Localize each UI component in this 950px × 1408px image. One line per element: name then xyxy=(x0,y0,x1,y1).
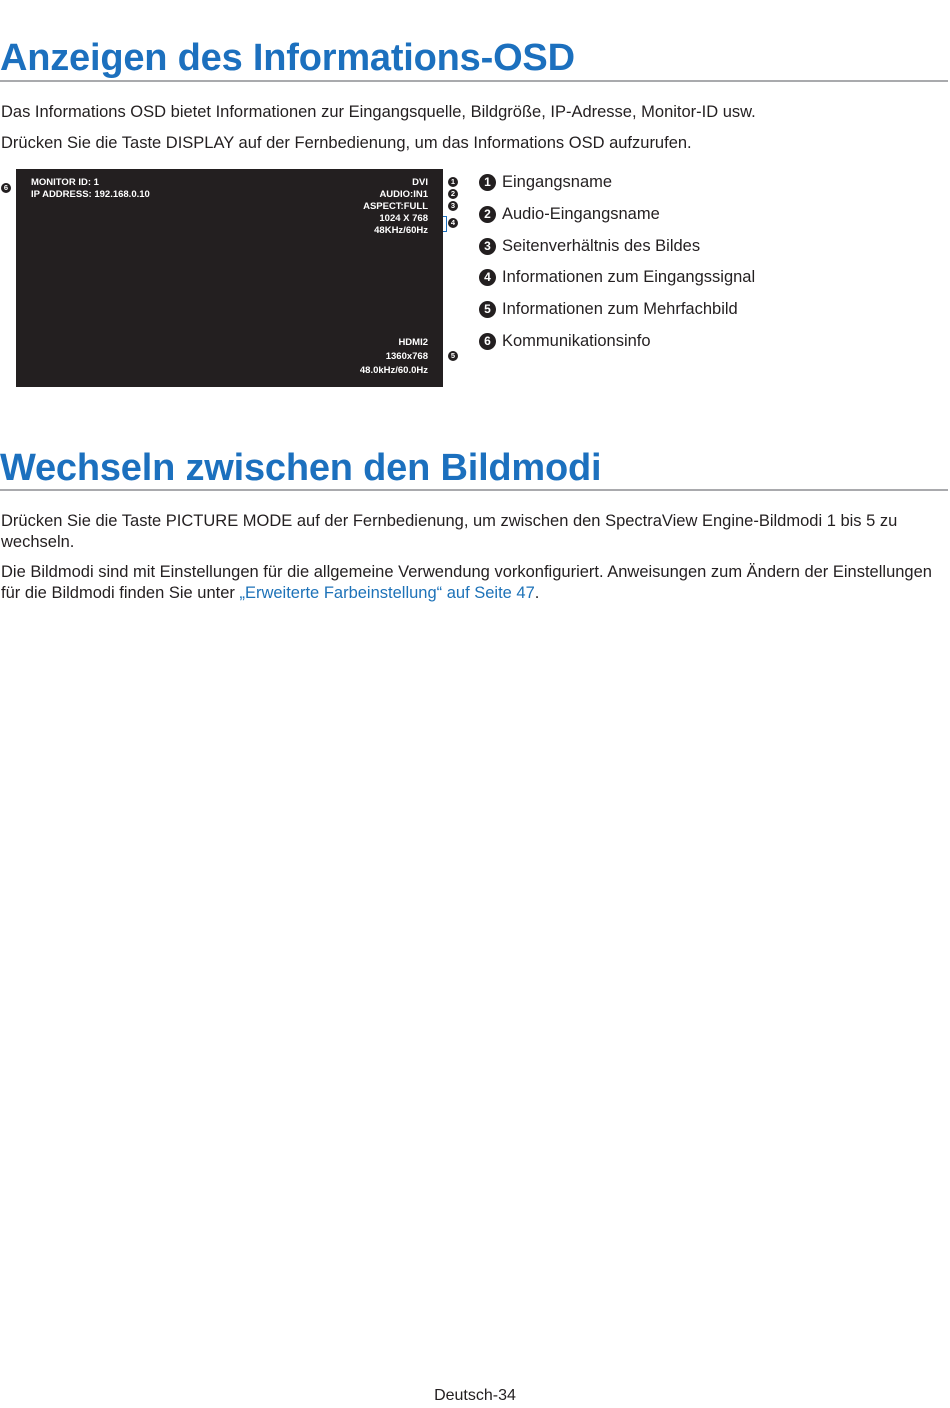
osd-monitor-id: MONITOR ID: 1 xyxy=(31,177,99,188)
title-rule xyxy=(0,80,948,82)
legend-label: Informationen zum Mehrfachbild xyxy=(502,300,738,319)
legend-number-4: 4 xyxy=(479,269,496,286)
legend-number-5: 5 xyxy=(479,301,496,318)
callout-5-marker: 5 xyxy=(448,351,458,361)
legend-item xyxy=(479,294,755,326)
callout-4-marker: 4 xyxy=(448,218,458,228)
callout-3-marker: 3 xyxy=(448,201,458,211)
osd-multi-resolution: 1360x768 xyxy=(385,351,428,362)
legend-label: Informationen zum Eingangssignal xyxy=(502,268,756,287)
callout-legend xyxy=(479,167,755,357)
legend-number-6: 6 xyxy=(479,333,496,350)
section-title-osd: Anzeigen des Informations-OSD xyxy=(0,37,575,79)
callout-1-marker: 1 xyxy=(448,177,458,187)
osd-ip-address: IP ADDRESS: 192.168.0.10 xyxy=(31,189,150,200)
osd-multi-frequency: 48.0kHz/60.0Hz xyxy=(359,365,428,376)
legend-number-3: 3 xyxy=(479,238,496,255)
osd-input-name: DVI xyxy=(412,177,428,188)
osd-audio-input: AUDIO:IN1 xyxy=(379,189,428,200)
legend-number-1: 1 xyxy=(479,174,496,191)
osd-aspect: ASPECT:FULL xyxy=(363,201,428,212)
legend-item xyxy=(479,230,755,262)
picture-mode-description xyxy=(1,562,947,603)
osd-description: Das Informations OSD bietet Informationen zur Eingangsquelle, Bildgröße, IP-Adresse, Monitor-ID usw. xyxy=(1,103,756,121)
legend-label: Audio-Eingangsname xyxy=(502,205,660,224)
picture-mode-instruction: Drücken Sie die Taste PICTURE MODE auf der Fernbedienung, um zwischen den SpectraView Engine-Bildmodi 1 bis 5 zu wechseln. xyxy=(1,512,898,551)
page-number: Deutsch-34 xyxy=(434,1387,516,1404)
signal-info-bracket xyxy=(443,216,447,232)
legend-label: Kommunikationsinfo xyxy=(502,331,651,350)
osd-instruction: Drücken Sie die Taste DISPLAY auf der Fernbedienung, um das Informations OSD aufzurufen. xyxy=(1,134,692,152)
title-rule xyxy=(0,489,948,491)
sentence-end: . xyxy=(534,583,540,602)
color-settings-link[interactable]: „Erweiterte Farbeinstellung“ auf Seite 47 xyxy=(239,583,535,602)
osd-multi-input: HDMI2 xyxy=(398,337,428,348)
legend-label: Seitenverhältnis des Bildes xyxy=(502,236,701,255)
osd-resolution: 1024 X 768 xyxy=(379,213,428,224)
osd-screen-illustration xyxy=(16,169,443,387)
legend-number-2: 2 xyxy=(479,206,496,223)
legend-item xyxy=(479,167,755,199)
callout-2-marker: 2 xyxy=(448,189,458,199)
legend-item xyxy=(479,325,755,357)
callout-6-marker: 6 xyxy=(1,183,11,193)
legend-item xyxy=(479,199,755,231)
section-title-picture-modes: Wechseln zwischen den Bildmodi xyxy=(0,447,602,489)
osd-frequency: 48KHz/60Hz xyxy=(374,225,428,236)
picture-mode-text: Die Bildmodi sind mit Einstellungen für die allgemeine Verwendung vorkonfiguriert. Anweisungen zum Ändern der Einstellungen für die Bildmodi finden Sie unter xyxy=(1,563,932,602)
legend-item xyxy=(479,262,755,294)
legend-label: Eingangsname xyxy=(502,173,613,192)
